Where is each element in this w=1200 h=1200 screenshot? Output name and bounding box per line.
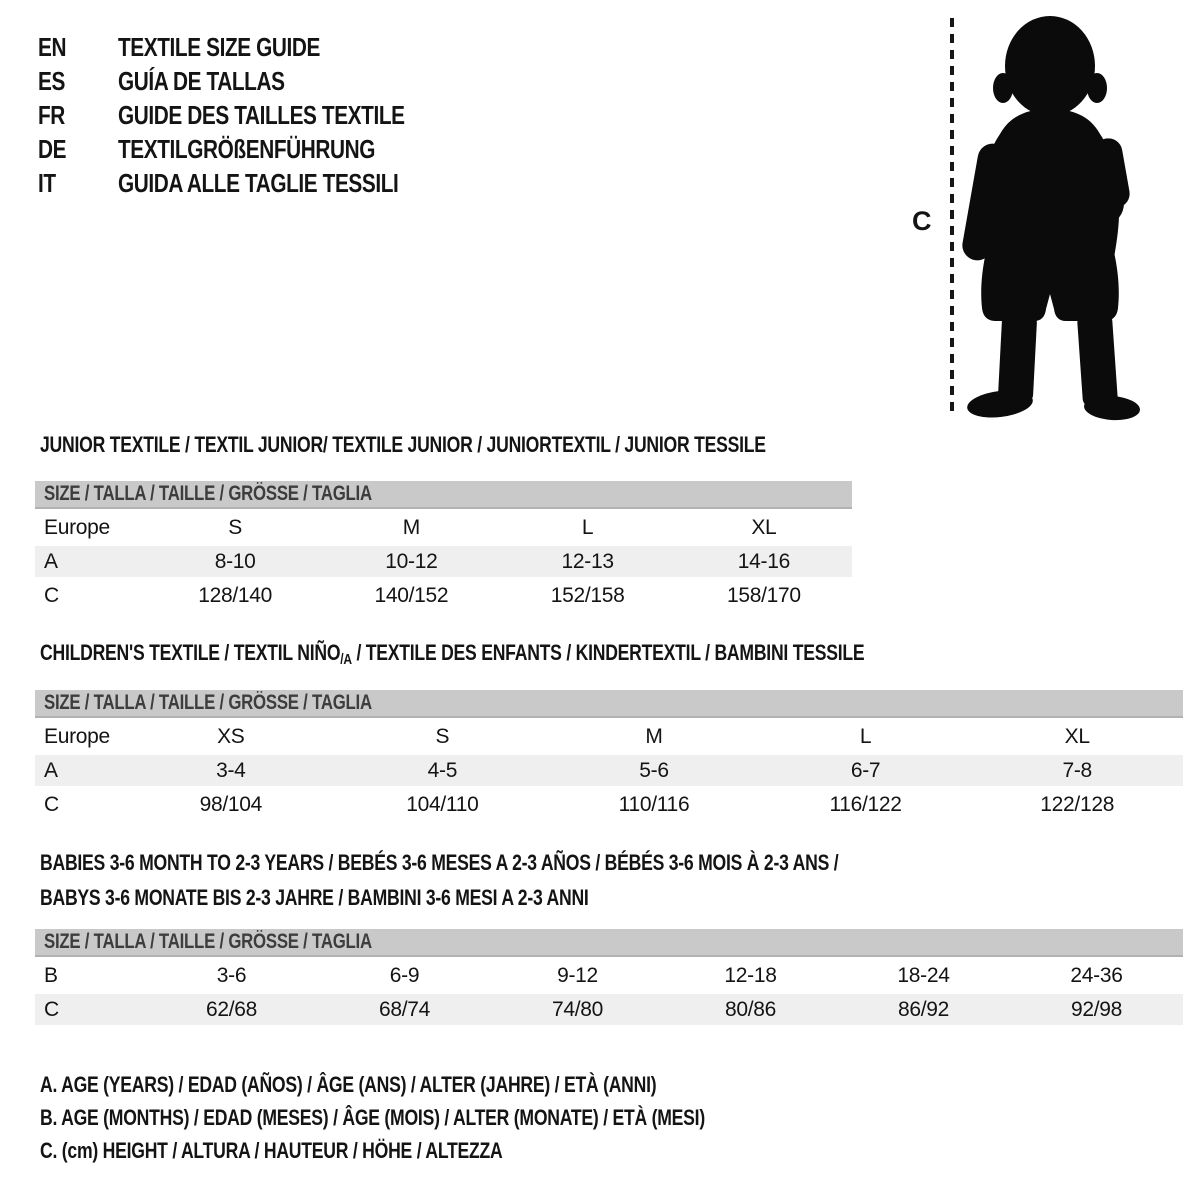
table-row [35,546,852,577]
table-header-label: SIZE / TALLA / TAILLE / GRÖSSE / TAGLIA [44,691,372,714]
table-row [35,512,852,543]
size-value-cell: M [645,724,663,748]
lang-code: DE [38,133,67,164]
size-value-cell: S [228,515,242,539]
size-value-cell: XL [751,515,777,539]
size-value-cell: 14-16 [737,549,790,573]
lang-code: ES [38,65,65,96]
table-header-label: SIZE / TALLA / TAILLE / GRÖSSE / TAGLIA [44,930,372,953]
size-value-cell: 6-7 [850,758,881,782]
size-value-cell: 8-10 [214,549,256,573]
guide-title-en: TEXTILE SIZE GUIDE [118,31,320,62]
guide-title-de: TEXTILGRÖßENFÜHRUNG [118,133,376,164]
size-value-cell: 128/140 [198,583,273,607]
size-value-cell: 158/170 [726,583,801,607]
size-value-cell: 152/158 [550,583,625,607]
size-value-cell: 80/86 [724,997,777,1021]
row-label: C [44,792,59,816]
size-value-cell: S [435,724,450,748]
lang-code: EN [38,31,67,62]
table-header-bar [35,690,1183,718]
lang-code: FR [38,99,65,130]
legend-height-cm: C. (cm) HEIGHT / ALTURA / HAUTEUR / HÖHE / ALTEZZA [40,1138,503,1163]
size-value-cell: 86/92 [897,997,950,1021]
size-value-cell: 3-6 [216,963,247,987]
legend-age-years: A. AGE (YEARS) / EDAD (AÑOS) / ÂGE (ANS) / ALTER (JAHRE) / ETÀ (ANNI) [40,1072,657,1097]
lang-code: IT [38,167,56,198]
row-label: C [44,997,59,1021]
size-value-cell: 116/122 [829,792,902,816]
language-title-list [38,30,476,200]
size-value-cell: 6-9 [389,963,420,987]
size-value-cell: 98/104 [199,792,263,816]
baby-silhouette [960,16,1141,422]
section-title-babies-line2: BABYS 3-6 MONATE BIS 2-3 JAHRE / BAMBINI 3-6 MESI A 2-3 ANNI [40,885,589,910]
junior-size-table [35,481,852,611]
table-header-label: SIZE / TALLA / TAILLE / GRÖSSE / TAGLIA [44,482,372,505]
lang-row-de [38,132,476,166]
row-label: A [44,758,58,782]
table-body [35,721,1183,820]
size-value-cell: 68/74 [378,997,431,1021]
table-row [35,580,852,611]
table-row [35,994,1183,1025]
table-row [35,721,1183,752]
size-value-cell: XS [217,724,245,748]
size-value-cell: M [402,515,420,539]
size-value-cell: 7-8 [1062,758,1092,782]
gender-suffix: /A [340,651,352,668]
table-row [35,960,1183,991]
table-body [35,512,852,611]
size-value-cell: 104/110 [406,792,479,816]
guide-title-it: GUIDA ALLE TAGLIE TESSILI [118,167,399,198]
row-label: A [44,549,58,573]
row-label: C [44,583,59,607]
children-size-table [35,690,1183,820]
size-value-cell: 3-4 [216,758,246,782]
table-row [35,789,1183,820]
lang-row-fr [38,98,476,132]
table-row [35,755,1183,786]
measurement-legend [40,1068,871,1167]
legend-age-months: B. AGE (MONTHS) / EDAD (MESES) / ÂGE (MOIS) / ALTER (MONATE) / ETÀ (MESI) [40,1105,705,1130]
size-value-cell: 62/68 [205,997,258,1021]
size-value-cell: 10-12 [385,549,438,573]
section-title-children: CHILDREN'S TEXTILE / TEXTIL $NIÑO_{/A}$ / TEXTILE DES ENFANTS / KINDERTEXTIL / BAMBINI TESSILE [40,640,865,668]
lang-row-en [38,30,476,64]
size-value-cell: 122/128 [1040,792,1115,816]
section-title-junior: JUNIOR TEXTILE / TEXTIL JUNIOR/ TEXTILE JUNIOR / JUNIORTEXTIL / JUNIOR TESSILE [40,432,766,457]
size-value-cell: 9-12 [557,963,598,987]
toddler-silhouette-figure [900,8,1150,423]
size-value-cell: 92/98 [1070,997,1123,1021]
size-value-cell: 12-13 [561,549,614,573]
table-header-bar [35,929,1183,957]
section-title-babies-line1: BABIES 3-6 MONTH TO 2-3 YEARS / BEBÉS 3-6 MESES A 2-3 AÑOS / BÉBÉS 3-6 MOIS À 2-3 ANS / [40,850,839,875]
size-value-cell: L [859,724,872,748]
table-header-bar [35,481,852,509]
size-value-cell: 74/80 [551,997,604,1021]
guide-title-es: GUÍA DE TALLAS [118,65,285,96]
lang-row-es [38,64,476,98]
size-value-cell: 110/116 [618,792,690,816]
row-label: Europe [44,515,110,539]
lang-row-it [38,166,476,200]
size-value-cell: L [581,515,594,539]
size-value-cell: 140/152 [374,583,449,607]
size-value-cell: 18-24 [897,963,950,987]
size-value-cell: 5-6 [639,758,669,782]
babies-size-table [35,929,1183,1025]
table-body [35,960,1183,1025]
row-label: Europe [44,724,110,748]
height-measure-label: C [912,206,932,236]
size-value-cell: 24-36 [1070,963,1123,987]
guide-title-fr: GUIDE DES TAILLES TEXTILE [118,99,405,130]
size-value-cell: 4-5 [427,758,458,782]
size-value-cell: XL [1064,724,1090,748]
row-label: B [44,963,58,987]
size-value-cell: 12-18 [724,963,777,987]
